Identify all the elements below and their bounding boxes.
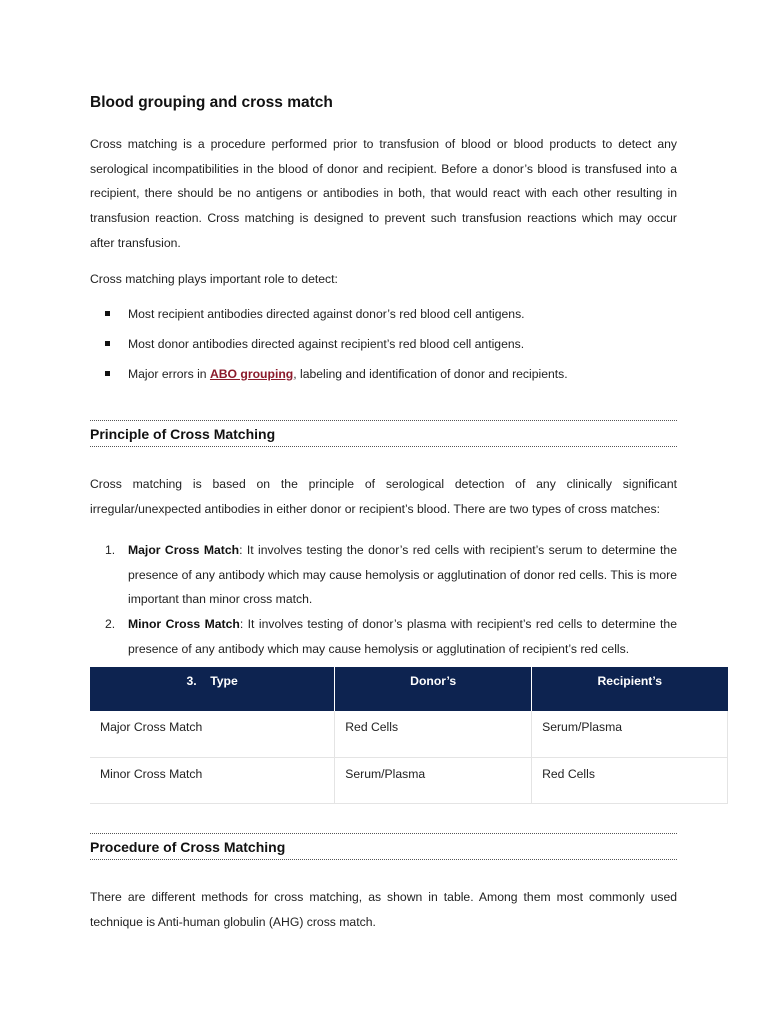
column-header-recipient: Recipient’s [532,667,728,711]
bullet-icon [105,311,110,316]
principle-heading: Principle of Cross Matching [90,426,276,442]
table-cell: Serum/Plasma [532,711,728,757]
bullet-icon [105,341,110,346]
bullet-icon [105,371,110,376]
table-cell: Red Cells [532,757,728,803]
cross-match-table [90,667,728,804]
procedure-paragraph: There are different methods for cross matching, as shown in table. Among them most commonly used technique is Anti-human globulin (AHG) cross match. [90,890,677,929]
list-item: 2. Minor Cross Match: It involves testing of donor’s plasma with recipient’s red cells to determine the presence of any antibody which may cause hemolysis or agglutination of recipient’s red cells. [105,617,677,656]
abo-grouping-link[interactable]: ABO grouping [209,367,294,381]
intro-lead: Cross matching plays important role to detect: [90,272,338,286]
table-cell: Serum/Plasma [335,757,532,803]
table-cell: Red Cells [335,711,532,757]
minor-cross-match-term: Minor Cross Match [128,617,240,632]
list-item: Most recipient antibodies directed against donor’s red blood cell antigens. [90,299,677,329]
table-cell: Major Cross Match [90,711,335,757]
list-item: Most donor antibodies directed against recipient’s red blood cell antigens. [90,329,677,359]
list-item: 1. Major Cross Match: It involves testing the donor’s red cells with recipient’s serum to determine the presence of any antibody which may cause hemolysis or agglutination of donor red cells. This is more important than minor cross match. [105,543,677,607]
intro-paragraph: Cross matching is a procedure performed prior to transfusion of blood or blood products to detect any serological incompatibilities in the blood of donor and recipient. Before a donor’s blood is transfused into a recipient, there should be no antigens or antibodies in both, that would react with each other resulting in transfusion reaction. Cross matching is designed to prevent such transfusion reactions which may occur after transfusion. [90,137,677,250]
page-title: Blood grouping and cross match [90,94,333,111]
principle-section-header [90,420,677,447]
principle-paragraph: Cross matching is based on the principle of serological detection of any clinically significant irregular/unexpected antibodies in either donor or recipient’s blood. There are two types of cross matches: [90,477,677,516]
major-cross-match-term: Major Cross Match [128,543,240,557]
procedure-heading: Procedure of Cross Matching [90,839,286,855]
table-cell: Minor Cross Match [90,757,335,803]
list-item: Major errors in ABO grouping, labeling and identification of donor and recipients. [90,359,677,389]
table-row [90,711,728,757]
column-header-donor: Donor’s [335,667,532,711]
detection-list [90,299,677,389]
table-header-row [90,667,728,711]
procedure-section-header [90,833,677,860]
cross-match-types-list [90,538,677,662]
column-header-type: 3. Type [90,667,335,711]
table-row [90,757,728,803]
